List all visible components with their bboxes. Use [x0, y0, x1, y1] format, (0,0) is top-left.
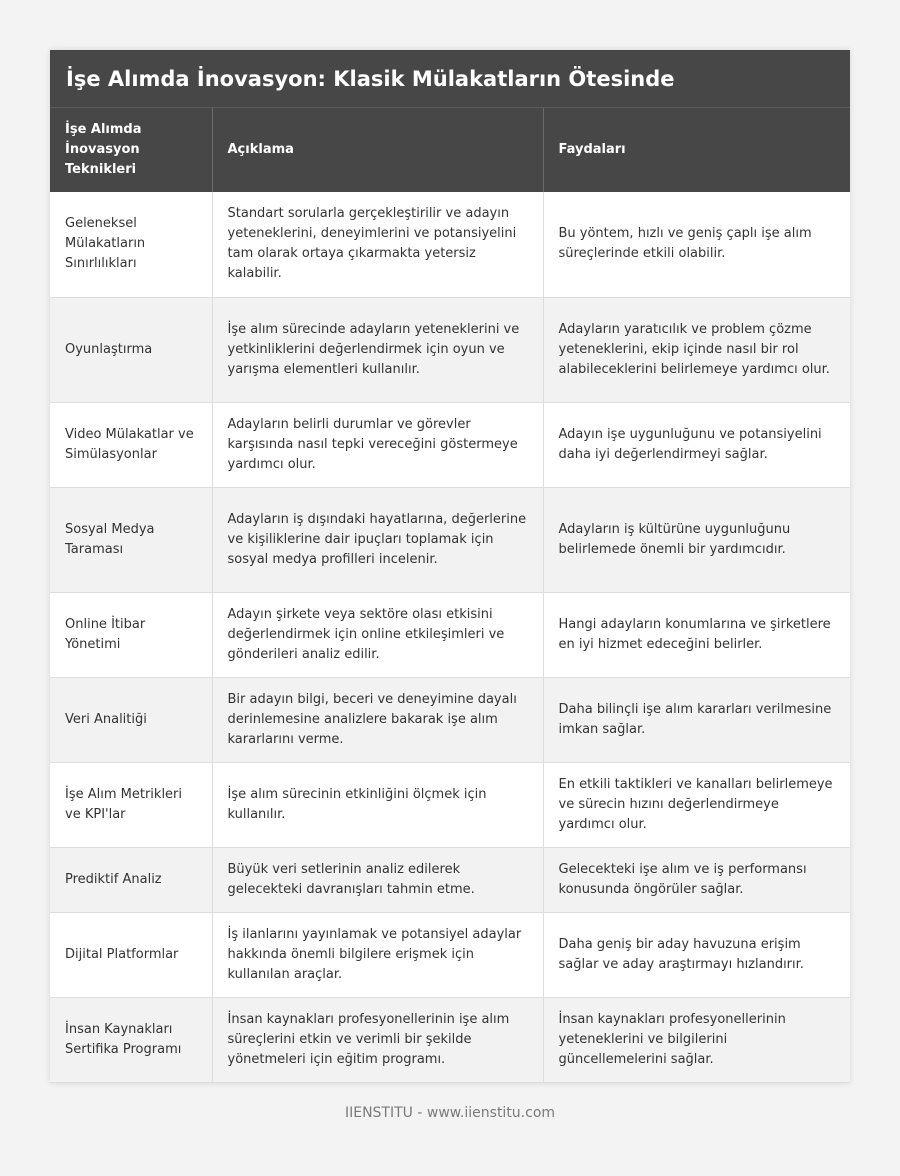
header-row — [50, 108, 850, 192]
cell-technique: Geleneksel Mülakatların Sınırlılıkları — [50, 192, 212, 297]
cell-description: Adayın şirkete veya sektöre olası etkisini değerlendirmek için online etkileşimleri ve gönderileri analiz edilir. — [212, 592, 543, 677]
cell-benefits: Adayın işe uygunluğunu ve potansiyelini daha iyi değerlendirmeyi sağlar. — [543, 402, 850, 487]
table-row — [50, 297, 850, 402]
page-title: İşe Alımda İnovasyon: Klasik Mülakatların Ötesinde — [66, 66, 675, 91]
table-row — [50, 997, 850, 1082]
table-row — [50, 762, 850, 847]
table-body — [50, 192, 850, 1082]
table-card — [50, 50, 850, 1083]
table-row — [50, 912, 850, 997]
cell-benefits: Gelecekteki işe alım ve iş performansı konusunda öngörüler sağlar. — [543, 847, 850, 912]
footer-credit: IIENSTITU - www.iienstitu.com — [344, 1105, 556, 1121]
cell-description: Büyük veri setlerinin analiz edilerek gelecekteki davranışları tahmin etme. — [212, 847, 543, 912]
header-description: Açıklama — [212, 108, 543, 192]
cell-technique: İşe Alım Metrikleri ve KPI'lar — [50, 762, 212, 847]
cell-technique: Video Mülakatlar ve Simülasyonlar — [50, 402, 212, 487]
table-row — [50, 487, 850, 592]
cell-technique: Dijital Platformlar — [50, 912, 212, 997]
cell-technique: Oyunlaştırma — [50, 297, 212, 402]
cell-benefits: Daha geniş bir aday havuzuna erişim sağlar ve aday araştırmayı hızlandırır. — [543, 912, 850, 997]
table-row — [50, 592, 850, 677]
cell-benefits: Adayların yaratıcılık ve problem çözme yeteneklerini, ekip içinde nasıl bir rol alabileceklerini belirlemeye yardımcı olur. — [543, 297, 850, 402]
cell-technique: Sosyal Medya Taraması — [50, 487, 212, 592]
cell-description: İnsan kaynakları profesyonellerinin işe alım süreçlerini etkin ve verimli bir şekilde yönetmeleri için eğitim programı. — [212, 997, 543, 1082]
cell-technique: İnsan Kaynakları Sertifika Programı — [50, 997, 212, 1082]
cell-benefits: Daha bilinçli işe alım kararları verilmesine imkan sağlar. — [543, 677, 850, 762]
cell-description: Bir adayın bilgi, beceri ve deneyimine dayalı derinlemesine analizlere bakarak işe alım kararlarını verme. — [212, 677, 543, 762]
cell-technique: Prediktif Analiz — [50, 847, 212, 912]
table-header — [50, 108, 850, 192]
cell-description: İşe alım sürecinin etkinliğini ölçmek için kullanılır. — [212, 762, 543, 847]
cell-description: İş ilanlarını yayınlamak ve potansiyel adaylar hakkında önemli bilgilere erişmek için kullanılan araçlar. — [212, 912, 543, 997]
cell-benefits: En etkili taktikleri ve kanalları belirlemeye ve sürecin hızını değerlendirmeye yardımcı olur. — [543, 762, 850, 847]
header-benefits: Faydaları — [543, 108, 850, 192]
cell-technique: Online İtibar Yönetimi — [50, 592, 212, 677]
cell-benefits: İnsan kaynakları profesyonellerinin yeteneklerini ve bilgilerini güncellemelerini sağlar. — [543, 997, 850, 1082]
cell-description: Adayların belirli durumlar ve görevler karşısında nasıl tepki vereceğini göstermeye yardımcı olur. — [212, 402, 543, 487]
cell-benefits: Hangi adayların konumlarına ve şirketlere en iyi hizmet edeceğini belirler. — [543, 592, 850, 677]
cell-technique: Veri Analitiği — [50, 677, 212, 762]
cell-benefits: Adayların iş kültürüne uygunluğunu belirlemede önemli bir yardımcıdır. — [543, 487, 850, 592]
cell-description: Standart sorularla gerçekleştirilir ve adayın yeteneklerini, deneyimlerini ve potansiyelini tam olarak ortaya çıkarmakta yetersiz kalabilir. — [212, 192, 543, 297]
title-bar — [50, 50, 850, 108]
cell-benefits: Bu yöntem, hızlı ve geniş çaplı işe alım süreçlerinde etkili olabilir. — [543, 192, 850, 297]
table-row — [50, 402, 850, 487]
cell-description: İşe alım sürecinde adayların yeteneklerini ve yetkinliklerini değerlendirmek için oyun ve yarışma elementleri kullanılır. — [212, 297, 543, 402]
table-row — [50, 192, 850, 297]
header-technique: İşe Alımda İnovasyon Teknikleri — [50, 108, 212, 192]
innovation-table — [50, 108, 850, 1083]
cell-description: Adayların iş dışındaki hayatlarına, değerlerine ve kişiliklerine dair ipuçları toplamak için sosyal medya profilleri incelenir. — [212, 487, 543, 592]
table-row — [50, 847, 850, 912]
table-row — [50, 677, 850, 762]
